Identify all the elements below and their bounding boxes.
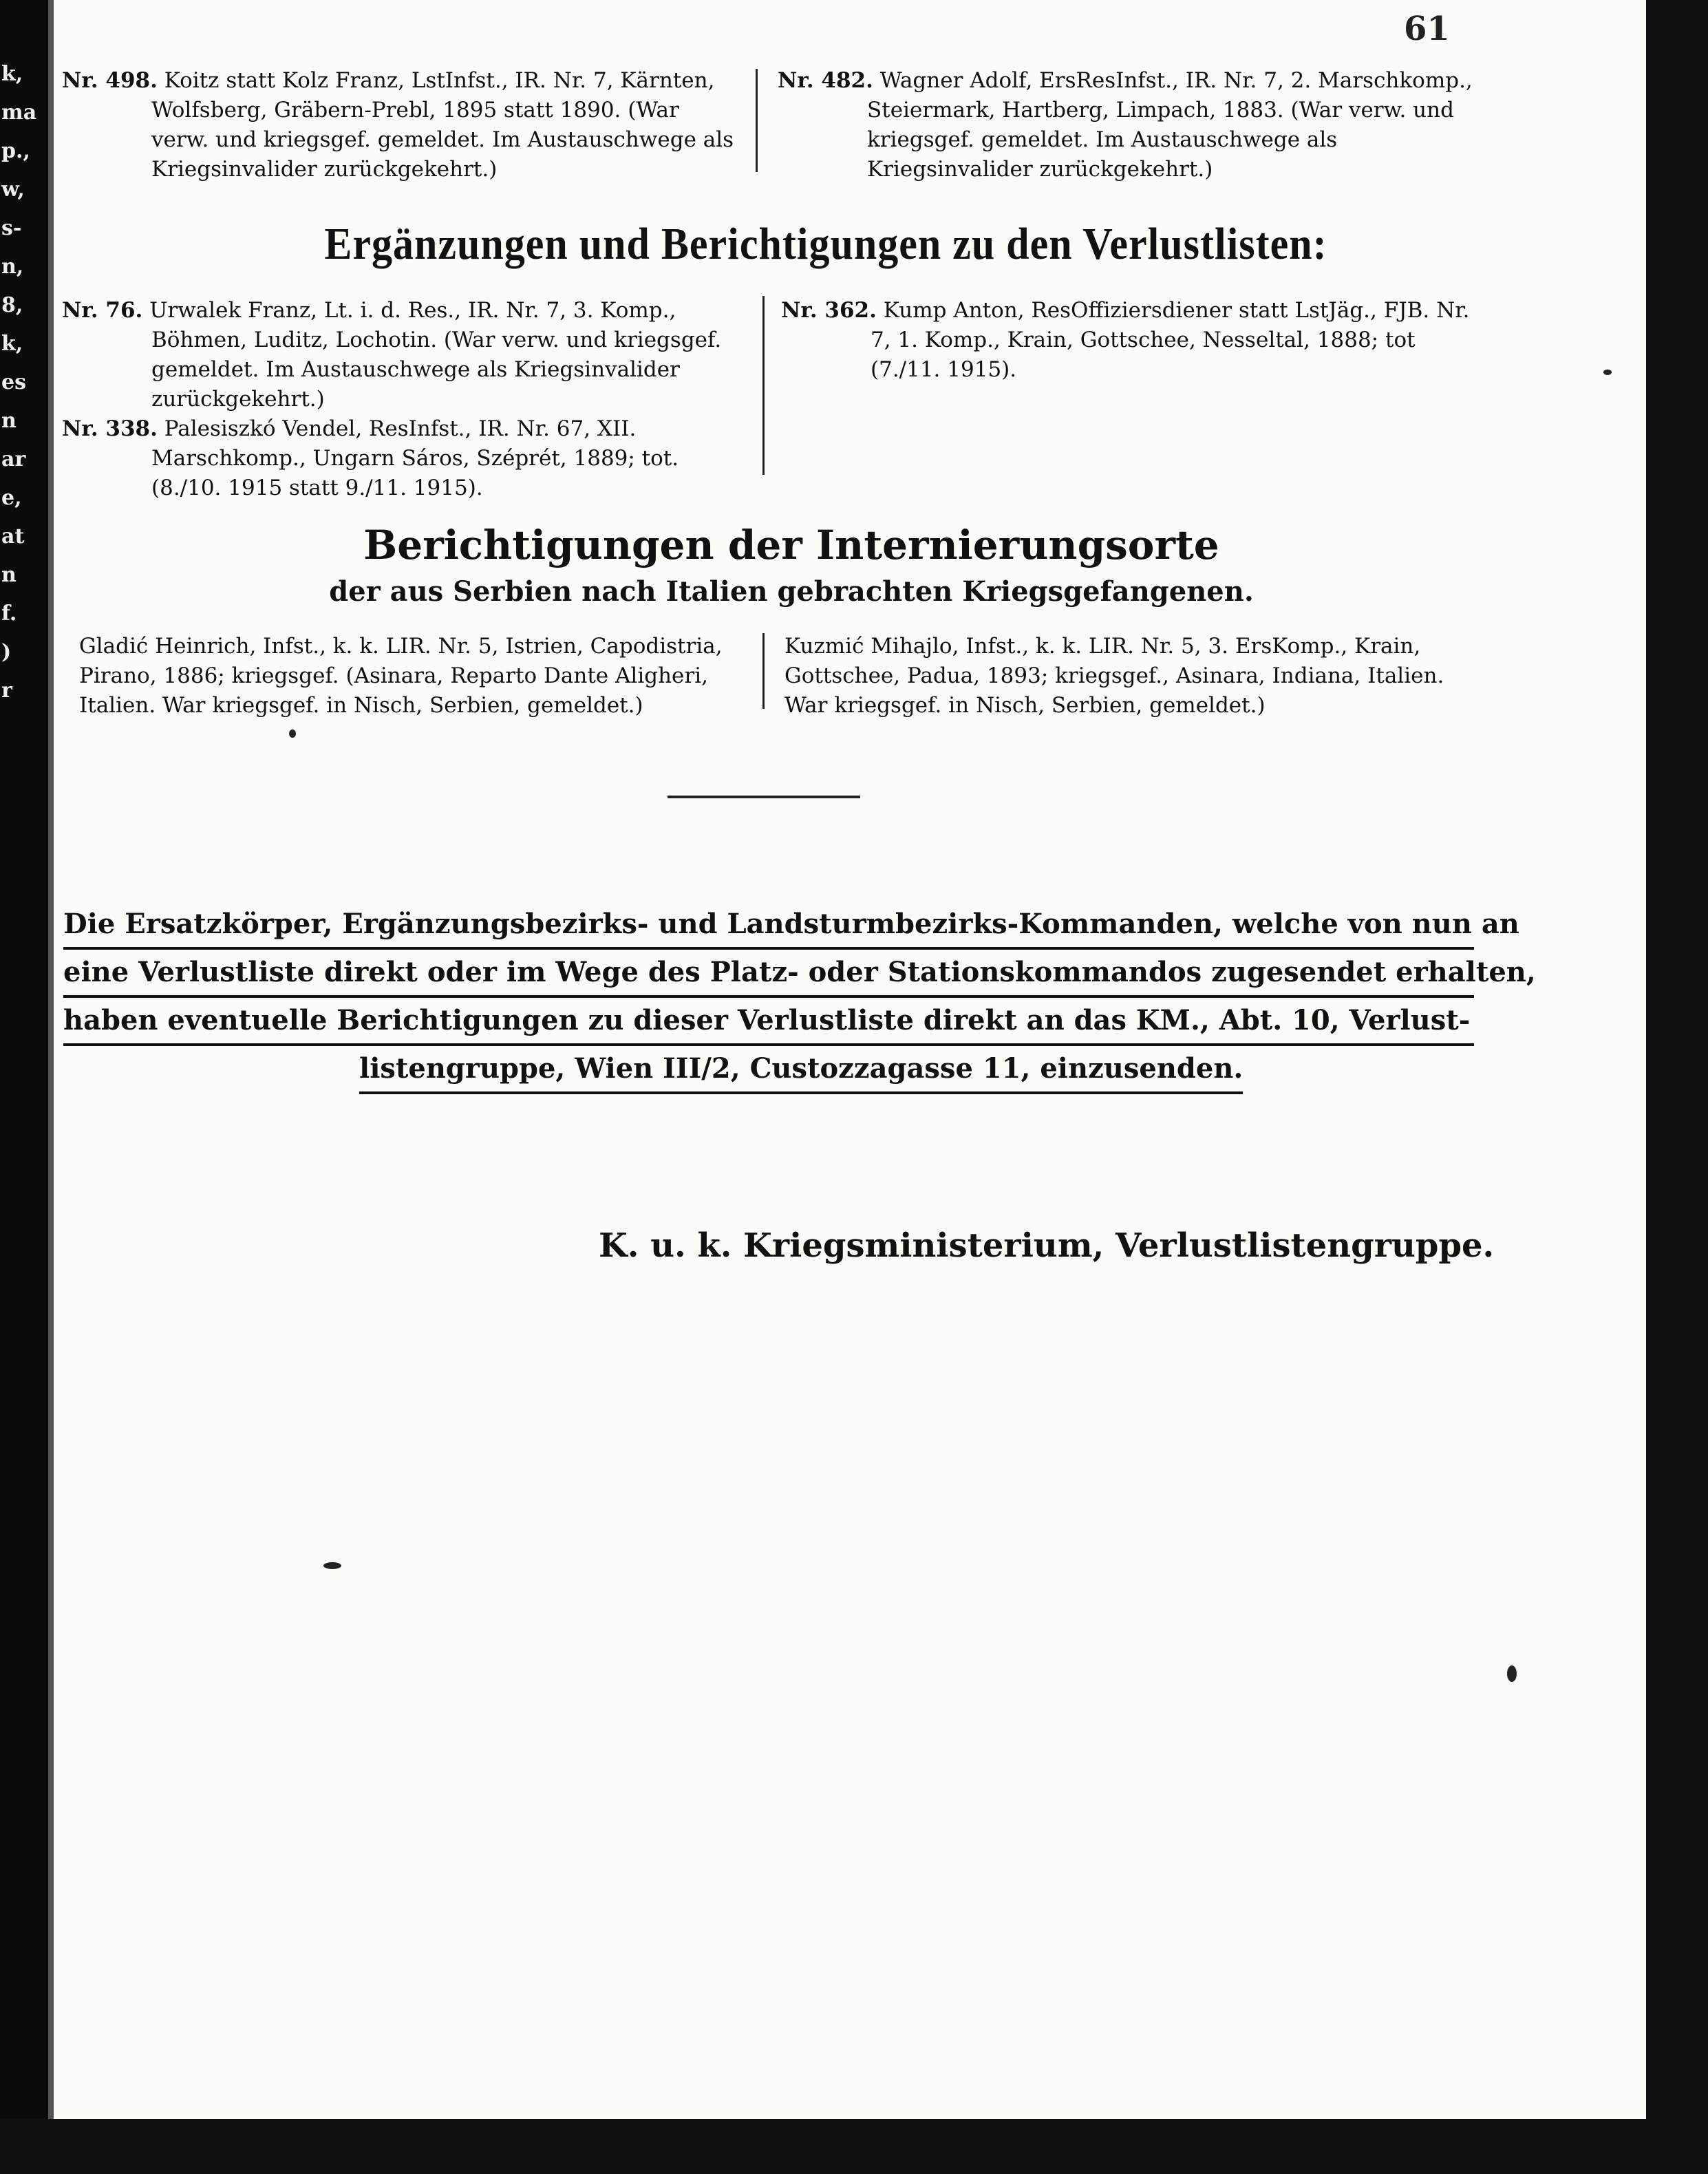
left-binding-shadow (48, 0, 54, 2174)
gutter-fragment: 8, (1, 293, 23, 317)
gutter-fragment: f. (1, 601, 17, 626)
section1-right-column (781, 296, 1476, 385)
gutter-fragment: p., (1, 139, 30, 163)
section1-left-column (62, 296, 740, 503)
top-left-column (62, 66, 740, 184)
section2-left-column (79, 632, 754, 721)
list-entry: Kuzmić Mihajlo, Infst., k. k. LIR. Nr. 5, 3. ErsKomp., Krain, Gottschee, Padua, 1893; kriegsgef., Asinara, Indiana, Italien. War kriegsgef. in Nisch, Serbien, gemeldet.) (784, 634, 1444, 718)
column-divider (762, 633, 765, 709)
gutter-fragment: k, (1, 62, 23, 86)
previous-page-gutter-fragments (1, 55, 43, 710)
gutter-fragment: ma (1, 100, 37, 125)
gutter-fragment: es (1, 370, 26, 394)
column-divider (762, 296, 765, 475)
list-entry: Gladić Heinrich, Infst., k. k. LIR. Nr. 5, Istrien, Capodistria, Pirano, 1886; kriegsgef. (Asinara, Reparto Dante Aligheri, Italien. War kriegsgef. in Nisch, Serbien, gemeldet.) (79, 634, 723, 718)
notice-line: listengruppe, Wien III/2, Custozzagasse 11, einzusenden. (359, 1046, 1243, 1094)
page-number: 61 (1404, 10, 1450, 48)
scan-speck (1603, 370, 1612, 375)
list-entry: Nr. 338. Palesiszkó Vendel, ResInfst., IR. Nr. 67, XII. Marschkomp., Ungarn Sáros, Széprét, 1889; tot. (8./10. 1915 statt 9./11. 1915). (62, 416, 679, 500)
scan-speck (1507, 1665, 1517, 1682)
section-heading-corrections: Ergänzungen und Berichtigungen zu den Verlustlisten: (324, 218, 1327, 269)
signature-line: K. u. k. Kriegsministerium, Verlustlistengruppe. (599, 1226, 1495, 1265)
bottom-page-edge (0, 2119, 1708, 2174)
gutter-fragment: n (1, 409, 17, 433)
gutter-fragment: r (1, 679, 12, 703)
horizontal-separator (668, 796, 860, 798)
gutter-fragment: n (1, 563, 17, 587)
scan-speck (323, 1562, 341, 1569)
list-entry: Nr. 482. Wagner Adolf, ErsResInfst., IR. Nr. 7, 2. Marschkomp., Steiermark, Hartberg, Limpach, 1883. (War verw. und kriegsgef. gemeldet. Im Austauschwege als Kriegsinvalider zurückgekehrt.) (778, 68, 1473, 182)
gutter-fragment: w, (1, 178, 25, 202)
gutter-fragment: n, (1, 255, 24, 279)
notice-line: eine Verlustliste direkt oder im Wege des Platz- oder Stationskommandos zugesendet erhalten, (63, 950, 1474, 998)
notice-line: haben eventuelle Berichtigungen zu dieser Verlustliste direkt an das KM., Abt. 10, Verlust- (63, 998, 1474, 1046)
right-page-edge (1646, 0, 1708, 2174)
top-right-column (778, 66, 1473, 184)
notice-line: Die Ersatzkörper, Ergänzungsbezirks- und Landsturmbezirks-Kommanden, welche von nun an (63, 902, 1474, 950)
section-subheading-internment: der aus Serbien nach Italien gebrachten Kriegsgefangenen. (329, 575, 1254, 608)
gutter-fragment: s- (1, 216, 22, 240)
scan-speck (289, 729, 296, 738)
list-entry: Nr. 362. Kump Anton, ResOffiziersdiener statt LstJäg., FJB. Nr. 7, 1. Komp., Krain, Gottschee, Nesseltal, 1888; tot (7./11. 1915). (781, 298, 1470, 382)
list-entry: Nr. 498. Koitz statt Kolz Franz, LstInfst., IR. Nr. 7, Kärnten, Wolfsberg, Gräbern-Prebl, 1895 statt 1890. (War verw. und kriegsgef. gemeldet. Im Austauschwege als Kriegsinvalider zurückgekehrt.) (62, 68, 734, 182)
gutter-fragment: ar (1, 447, 26, 471)
section2-right-column (784, 632, 1473, 721)
gutter-fragment: k, (1, 332, 23, 356)
notice-paragraph (63, 902, 1536, 1094)
gutter-fragment: e, (1, 486, 22, 510)
gutter-fragment: ) (1, 640, 12, 664)
gutter-fragment: at (1, 524, 25, 548)
list-entry: Nr. 76. Urwalek Franz, Lt. i. d. Res., IR. Nr. 7, 3. Komp., Böhmen, Luditz, Lochotin. (War verw. und kriegsgef. gemeldet. Im Austauschwege als Kriegsinvalider zurückgekehrt.) (62, 298, 722, 412)
section-heading-internment: Berichtigungen der Internierungsorte (363, 522, 1219, 568)
column-divider (756, 69, 758, 172)
